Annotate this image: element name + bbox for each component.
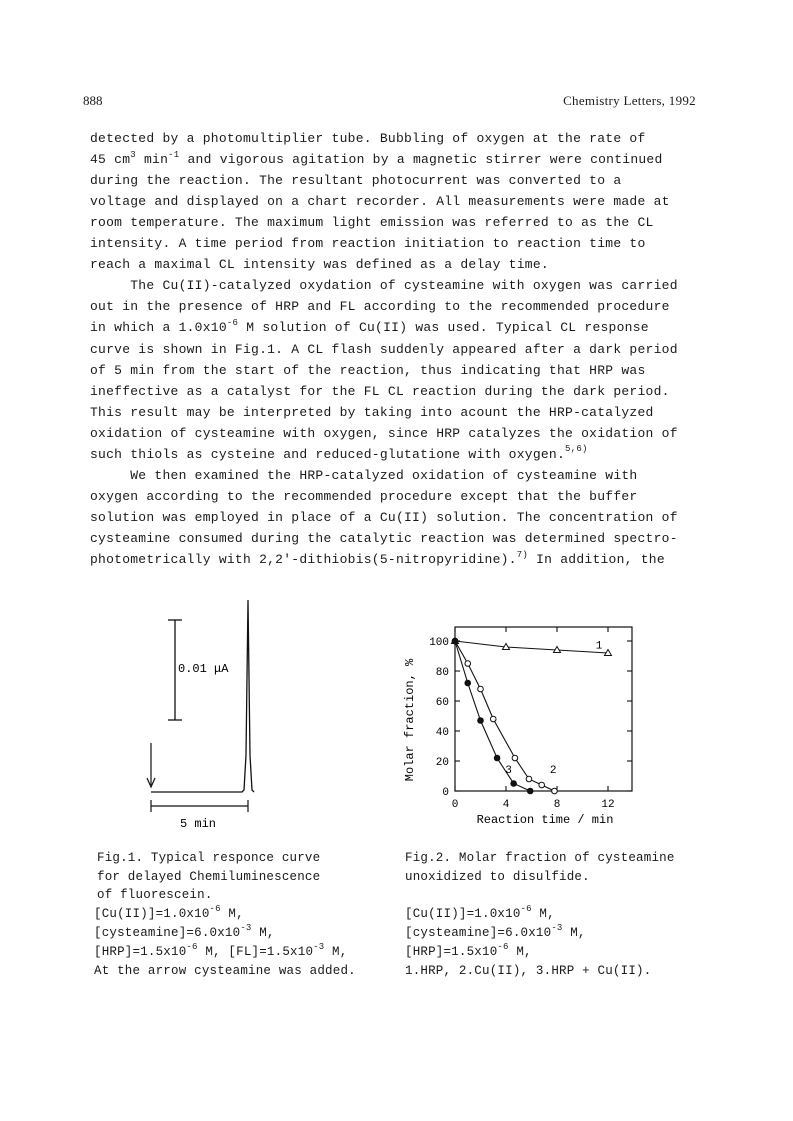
series-label: 3 [505, 765, 512, 777]
fig2-condition-line [405, 903, 555, 921]
text-run: 1.HRP, 2.Cu(II), 3.HRP + Cu(II). [405, 964, 652, 978]
text-run: curve is shown in Fig.1. A CL flash suddenly appeared after a dark period [90, 341, 678, 357]
data-point-series-3 [465, 680, 471, 686]
text-run: such thiols as cysteine and reduced-glutatione with oxygen. [90, 446, 566, 462]
text-run: Fig.2. Molar fraction of cysteamine [405, 851, 675, 865]
body-line [90, 468, 638, 483]
body-line [90, 257, 549, 272]
fig1-caption-line [97, 888, 213, 902]
text-run: cysteamine consumed during the catalytic reaction was determined spectro- [90, 530, 678, 546]
fig1-condition-line [94, 903, 244, 921]
text-run: for delayed Chemiluminescence [97, 869, 321, 884]
fig1-condition-line [94, 941, 348, 959]
data-point-series-2 [490, 716, 496, 722]
text-run: min [135, 152, 169, 168]
superscript: -6 [186, 941, 198, 952]
journal-header: Chemistry Letters, 1992 [563, 93, 696, 108]
y-tick-label: 40 [435, 727, 449, 739]
text-run: [HRP]=1.5x10 [405, 945, 498, 959]
text-run: detected by a photomultiplier tube. Bubbling of oxygen at the rate of [90, 131, 646, 146]
body-line [90, 510, 678, 525]
text-run: room temperature. The maximum light emission was referred to as the CL [90, 215, 654, 231]
fig1-caption-line [97, 870, 320, 884]
text-run: ineffective as a catalyst for the FL CL reaction during the dark period. [90, 383, 670, 399]
body-line [90, 320, 649, 335]
text-run: M, [531, 907, 555, 921]
fig2-caption-line [405, 870, 590, 884]
fig2-frame [455, 627, 632, 791]
text-run: We then examined the HRP-catalyzed oxidation of cysteamine with [90, 467, 638, 483]
superscript: -3 [551, 922, 563, 933]
body-line [90, 549, 665, 567]
text-run: [Cu(II)]=1.0x10 [405, 907, 521, 921]
text-run: during the reaction. The resultant photocurrent was converted to a [90, 173, 622, 189]
x-tick-label: 4 [502, 799, 510, 811]
text-run: solution was employed in place of a Cu(II) solution. The concentration of [90, 509, 678, 525]
body-line [90, 342, 678, 357]
text-run: The Cu(II)-catalyzed oxydation of cysteamine with oxygen was carried [90, 278, 678, 294]
body-line [90, 405, 654, 420]
data-point-series-3 [452, 638, 458, 644]
body-line [90, 363, 646, 378]
data-point-series-2 [539, 782, 545, 788]
superscript: 5,6) [565, 444, 588, 455]
data-point-series-3 [527, 788, 533, 794]
text-run: M, [324, 945, 348, 959]
text-run: intensity. A time period from reaction initiation to reaction time to [90, 236, 646, 252]
text-run: of 5 min from the start of the reaction, thus indicating that HRP was [90, 362, 646, 378]
data-point-series-2 [465, 661, 471, 667]
data-point-series-2 [478, 686, 484, 692]
superscript: -6 [520, 903, 532, 914]
superscript: -1 [168, 149, 180, 160]
fig1-caption-line [97, 851, 320, 865]
y-tick-label: 20 [435, 757, 449, 769]
text-run: oxygen according to the recommended procedure except that the buffer [90, 488, 638, 504]
text-run: reach a maximal CL intensity was defined as a delay time. [90, 257, 549, 273]
superscript: -6 [497, 941, 509, 952]
fig1-time-label: 5 min [180, 817, 217, 831]
text-run: M, [220, 907, 244, 921]
text-run: and vigorous agitation by a magnetic stirrer were continued [179, 152, 663, 168]
data-point-series-2 [552, 788, 558, 794]
text-run: M, [562, 926, 586, 940]
y-tick-label: 0 [442, 787, 449, 799]
superscript: 3 [130, 149, 136, 160]
fig1-scale-label: 0.01 μA [178, 662, 229, 676]
text-run: in which a 1.0x10 [90, 320, 227, 336]
fig2-condition-line [405, 941, 532, 959]
x-tick-label: 12 [601, 799, 615, 811]
x-tick-label: 8 [553, 799, 561, 811]
text-run: [HRP]=1.5x10 [94, 945, 187, 959]
fig2-series [452, 638, 612, 794]
text-run: M, [FL]=1.5x10 [197, 945, 314, 959]
body-line [90, 444, 588, 462]
text-run: of fluorescein. [97, 888, 213, 902]
superscript: -6 [209, 903, 221, 914]
page-number: 888 [83, 93, 103, 108]
body-line [90, 531, 678, 546]
x-tick-label: 0 [451, 799, 459, 811]
fig2-condition-line [405, 964, 651, 978]
data-point-series-3 [494, 755, 500, 761]
fig1-cl-trace [151, 600, 254, 792]
body-line [90, 173, 621, 188]
fig1-condition-line [94, 964, 356, 978]
fig2-y-axis-label: Molar fraction, % [403, 658, 417, 782]
body-line [90, 215, 654, 230]
text-run: M solution of Cu(II) was used. Typical CL response [238, 320, 649, 336]
y-tick-label: 100 [429, 637, 449, 649]
body-line [90, 299, 670, 314]
body-line [90, 149, 663, 168]
text-run: [Cu(II)]=1.0x10 [94, 907, 210, 921]
series-line-1 [455, 641, 608, 653]
fig1-cl-response-curve [140, 595, 270, 835]
body-line [90, 278, 678, 293]
y-tick-label: 80 [435, 667, 449, 679]
superscript: -3 [313, 941, 325, 952]
data-point-series-2 [526, 776, 532, 782]
text-run: At the arrow cysteamine was added. [94, 964, 356, 978]
data-point-series-2 [512, 755, 518, 761]
text-run: M, [251, 926, 275, 940]
fig2-x-axis-label: Reaction time / min [476, 813, 614, 827]
fig2-chart [395, 615, 645, 835]
series-label: 2 [549, 765, 557, 777]
text-run: This result may be interpreted by taking into acount the HRP-catalyzed [90, 404, 654, 420]
superscript: -3 [240, 922, 252, 933]
body-line [90, 384, 670, 399]
text-run: In addition, the [528, 552, 665, 567]
series-label: 1 [595, 640, 603, 653]
y-tick-label: 60 [435, 697, 449, 709]
body-line [90, 194, 670, 209]
text-run: Fig.1. Typical responce curve [97, 851, 321, 865]
text-run: [cysteamine]=6.0x10 [405, 926, 552, 940]
text-run: [cysteamine]=6.0x10 [94, 926, 241, 940]
text-run: photometrically with 2,2'-dithiobis(5-nitropyridine). [90, 552, 517, 567]
body-line [90, 236, 646, 251]
body-line [90, 426, 678, 441]
fig2-caption-line [405, 851, 675, 865]
text-run: out in the presence of HRP and FL according to the recommended procedure [90, 299, 670, 315]
fig1-condition-line [94, 922, 275, 940]
text-run: 45 cm [90, 152, 131, 168]
fig2-condition-line [405, 922, 586, 940]
plot-frame [455, 627, 632, 791]
data-point-series-3 [511, 781, 517, 787]
text-run: M, [508, 945, 532, 959]
text-run: oxidation of cysteamine with oxygen, since HRP catalyzes the oxidation of [90, 425, 678, 441]
data-point-series-3 [478, 718, 484, 724]
superscript: 7) [516, 549, 529, 560]
body-line [90, 489, 638, 504]
body-line [90, 131, 646, 146]
text-run: voltage and displayed on a chart recorder. All measurements were made at [90, 194, 670, 210]
superscript: -6 [226, 318, 239, 329]
text-run: unoxidized to disulfide. [405, 869, 590, 884]
